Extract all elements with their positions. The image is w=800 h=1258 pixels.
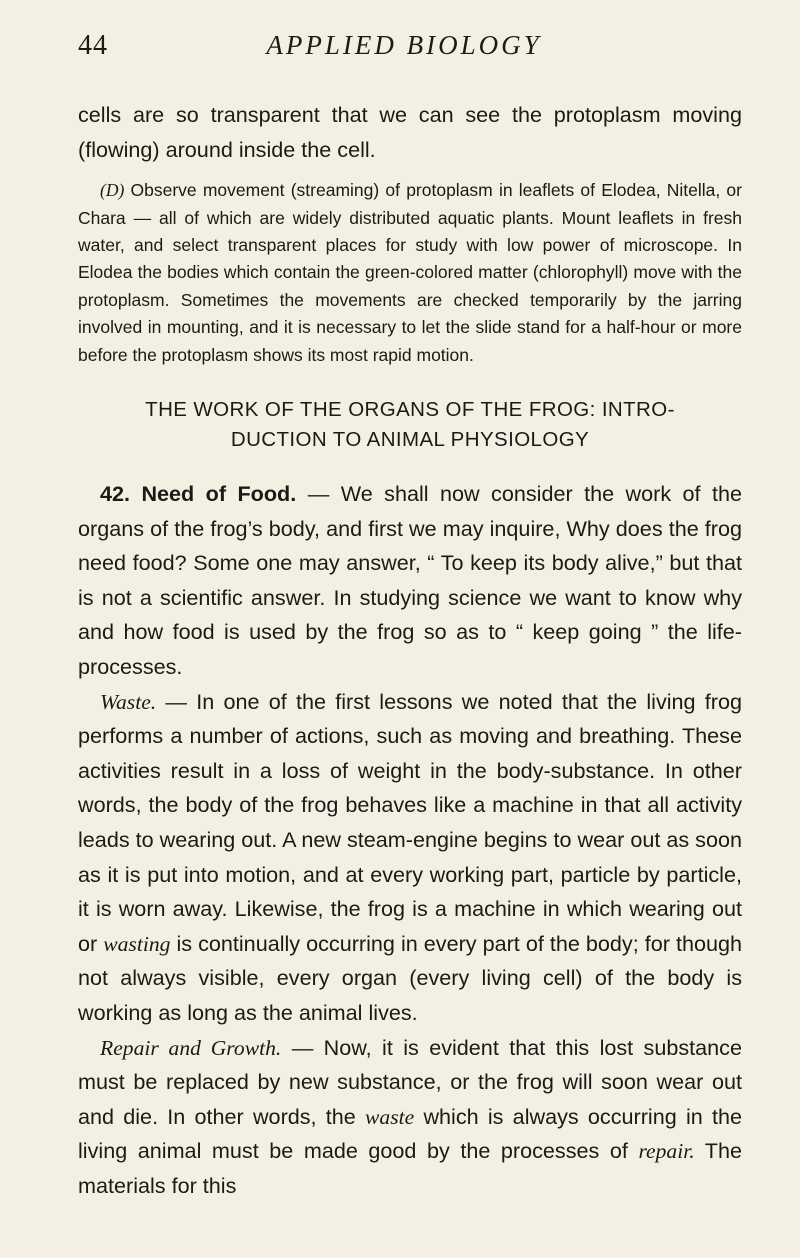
page-header bbox=[78, 30, 730, 70]
paragraph-heading-need-of-food: 42. Need of Food. bbox=[100, 481, 297, 507]
paragraph-continued: cells are so transparent that we can see the protoplasm moving (flowing) around inside the cell. bbox=[78, 102, 742, 162]
paragraph-waste-text-b: is continually occurring in every part of the body; for though not always visible, every organ (every living cell) of the body is working as long as the animal lives. bbox=[78, 930, 743, 1025]
term-repair: repair. bbox=[638, 1139, 695, 1164]
running-head: APPLIED BIOLOGY bbox=[266, 30, 542, 60]
term-wasting: wasting bbox=[103, 931, 171, 956]
section-heading-line-1: THE WORK OF THE ORGANS OF THE FROG: INTRO- bbox=[145, 398, 675, 422]
paragraph-need-of-food-text: — We shall now consider the work of the organs of the frog’s body, and first we may inquire, Why does the frog need food? Some one may answer, “ To keep its body alive,” but that is not a scientific answer. In studying science we want to know why and how food is used by the frog so as to “ keep going ” the life-processes. bbox=[78, 481, 743, 679]
paragraph-repair-text-a: — Now, it is evident that this lost substance must be replaced by new substance, or the frog will soon wear out and die. In other words, the bbox=[78, 1034, 742, 1129]
page-body bbox=[78, 98, 742, 1204]
paragraph-waste-text-a: — In one of the first lessons we noted that the living frog performs a number of actions, such as moving and breathing. These activities result in a loss of weight in the body-substance. In other words, the body of the frog behaves like a machine in that all activity leads to wearing out. A new steam-engine begins to wear out as soon as it is put into motion, and at every working part, particle by particle, it is worn away. Likewise, the frog is a machine in which wearing out or bbox=[78, 688, 742, 956]
term-waste: Waste. bbox=[100, 689, 157, 714]
paragraph-waste bbox=[78, 685, 742, 1031]
observation-text: Observe movement (streaming) of protoplasm in leaflets of Elodea, Nitella, or Chara — all of which are widely distributed aquatic plants. Mount leaflets in fresh water, and select transparent places for study with low power of microscope. In Elodea the bodies which contain the green-colored matter (chlorophyll) move with the protoplasm. Sometimes the movements are checked temporarily by the jarring involved in mounting, and it is necessary to let the slide stand for a half-hour or more before the protoplasm shows its most rapid motion. bbox=[78, 180, 742, 365]
paragraph-repair-growth bbox=[78, 1031, 742, 1204]
observation-label: (D) bbox=[100, 180, 125, 201]
term-repair-growth: Repair and Growth. bbox=[100, 1035, 282, 1060]
paragraph-repair-text-b: which is always occurring in the living animal must be made good by the processes of bbox=[78, 1103, 742, 1164]
paragraph-repair-text-c: The materials for this bbox=[78, 1138, 742, 1198]
term-waste-inline: waste bbox=[365, 1104, 415, 1129]
section-heading-line-2: DUCTION TO ANIMAL PHYSIOLOGY bbox=[230, 428, 590, 452]
paragraph-need-of-food bbox=[78, 477, 742, 685]
page-number: 44 bbox=[78, 30, 108, 61]
paragraph-observation-d bbox=[78, 177, 742, 369]
section-heading bbox=[78, 395, 742, 455]
